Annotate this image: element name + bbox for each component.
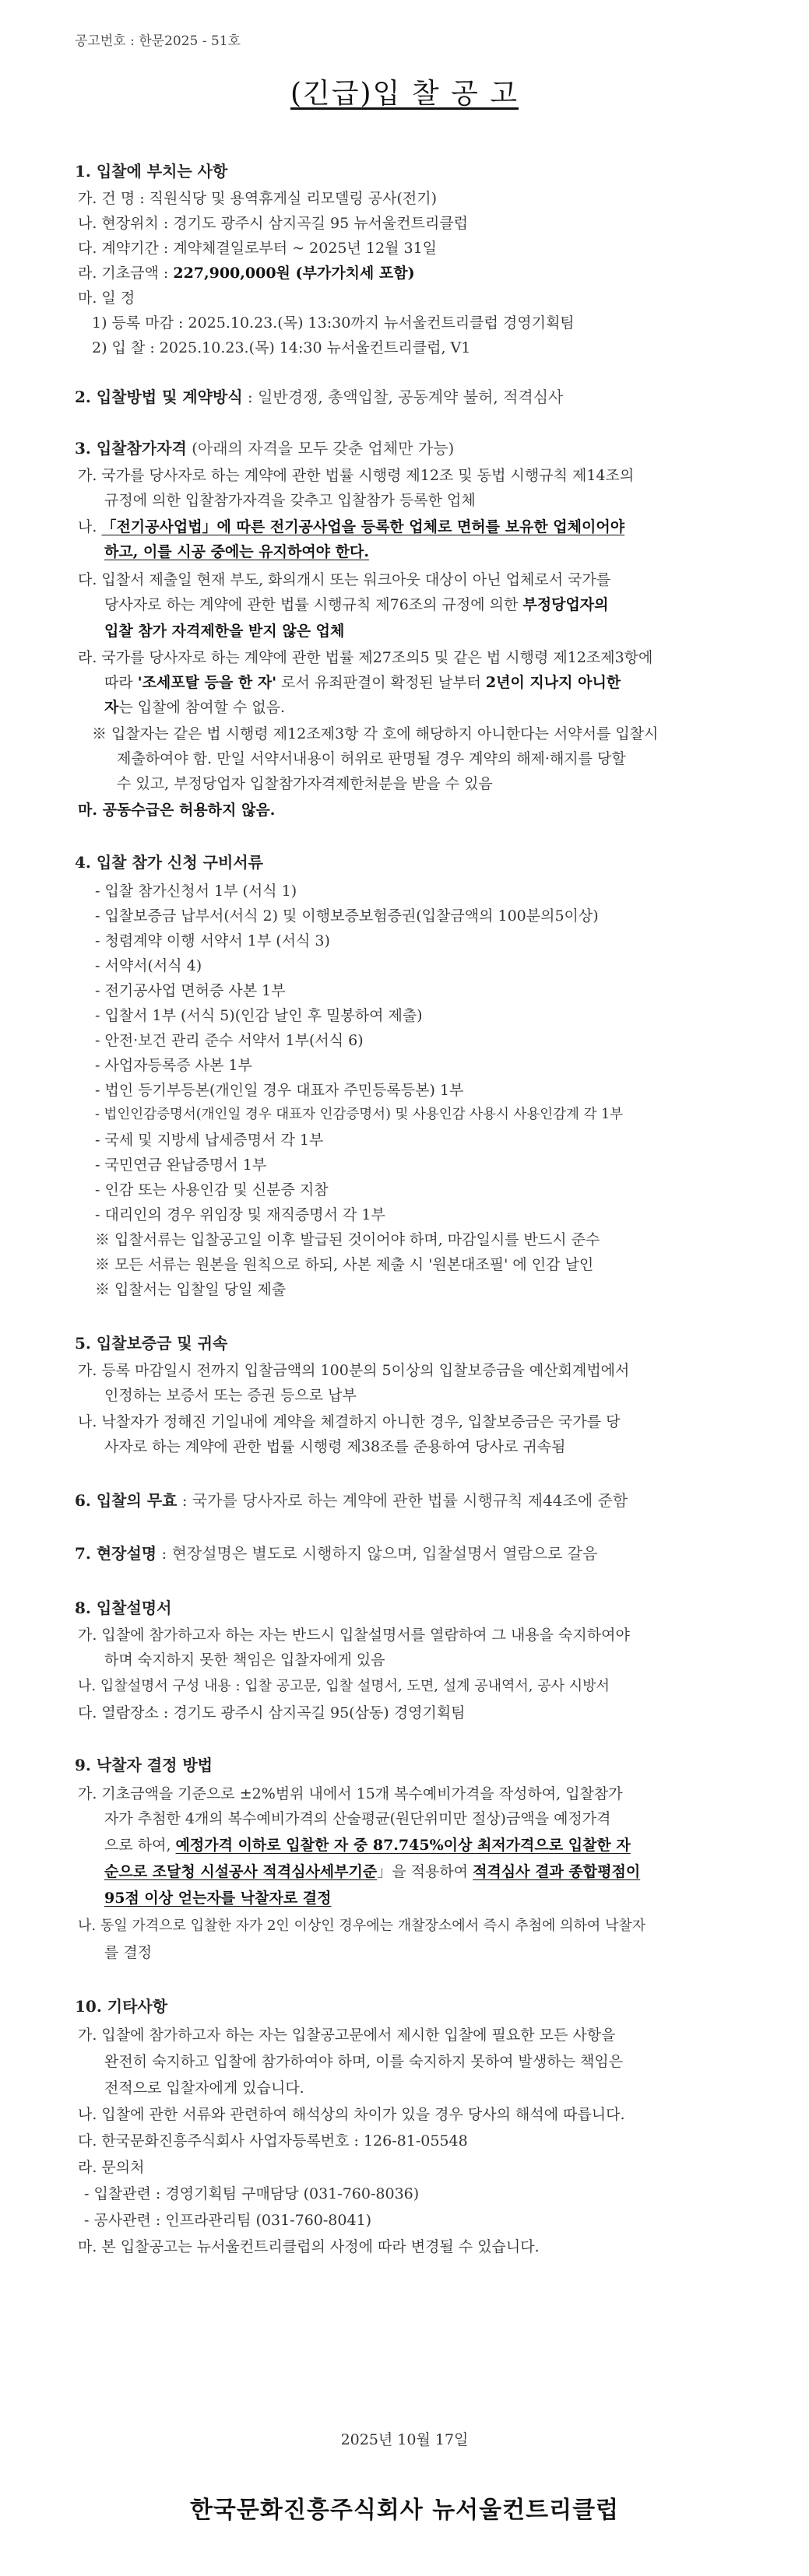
s3-ra-2 (104, 671, 621, 692)
s3-da-text: 당사자로 하는 계약에 관한 법률 시행규칙 제76조의 규정에 의한 (104, 596, 523, 613)
s10-ga-1: 가. 입찰에 참가하고자 하는 자는 입찰공고문에서 제시한 입찰에 필요한 모든 사항을 (78, 2027, 616, 2044)
section-4-heading (75, 850, 263, 872)
s3-ra-1: 라. 국가를 당사자로 하는 계약에 관한 법률 제27조의5 및 같은 법 시행령 제12조제3항에 (78, 649, 653, 666)
s10-contact-2: - 공사관련 : 인프라관리팀 (031-760-8041) (84, 2212, 372, 2229)
section-8-heading (75, 1595, 171, 1618)
s8-ga-1: 가. 입찰에 참가하고자 하는 자는 반드시 입찰설명서를 열람하여 그 내용을 숙지하여야 (78, 1627, 630, 1644)
s9-ga-4-text: 」을 적용하여 (377, 1863, 473, 1880)
section-1-heading (75, 159, 227, 181)
s4-item: - 안전·보건 관리 준수 서약서 1부(서식 6) (95, 1032, 364, 1049)
s8-ga-2: 하며 숙지하지 못한 책임은 입찰자에게 있음 (104, 1651, 385, 1669)
s9-ga-4 (104, 1860, 640, 1881)
s10-ga-3: 전적으로 입찰자에게 있습니다. (104, 2079, 304, 2097)
section-6-heading (75, 1488, 628, 1511)
s3-da-emphasis-2: 입찰 참가 자격제한을 받지 않은 업체 (104, 623, 345, 640)
s4-item: - 입찰 참가신청서 1부 (서식 1) (95, 883, 297, 900)
s3-note-3: 수 있고, 부정당업자 입찰참가자격제한처분을 받을 수 있음 (117, 775, 493, 792)
s5-ga-2: 인정하는 보증서 또는 증권 등으로 납부 (104, 1387, 357, 1404)
section-9-heading (75, 1753, 213, 1775)
section-2-heading (75, 384, 563, 407)
s9-ga-2: 자가 추첨한 4개의 복수예비가격의 산술평균(원단위미만 절상)금액을 예정가격 (104, 1810, 611, 1827)
notice-number: 공고번호 : 한문2025 - 51호 (75, 33, 241, 49)
section-3-heading (75, 436, 454, 458)
s9-ga-4-emphasis: 순으로 조달청 시설공사 적격심사세부기준 (104, 1863, 378, 1880)
notice-date: 2025년 10월 17일 (340, 2431, 469, 2448)
s1-item-na: 나. 현장위치 : 경기도 광주시 삼지곡길 95 뉴서울컨트리클럽 (78, 215, 469, 232)
section-4-title: 4. 입찰 참가 신청 구비서류 (75, 853, 263, 872)
s1-item-ra (78, 261, 415, 283)
s9-ga-1: 가. 기초금액을 기준으로 ±2%범위 내에서 15개 복수예비가격을 작성하여, 입찰참가 (78, 1785, 623, 1802)
s3-ma (78, 798, 275, 819)
s4-item: - 대리인의 경우 위임장 및 재직증명서 각 1부 (95, 1206, 385, 1223)
s3-na-emphasis-2: 하고, 이를 시공 중에는 유지하여야 한다. (104, 543, 369, 560)
s5-na-2: 사자로 하는 계약에 관한 법률 시행령 제38조를 준용하여 당사로 귀속됨 (104, 1438, 566, 1455)
s4-item: - 사업자등록증 사본 1부 (95, 1057, 252, 1074)
s8-da: 다. 열람장소 : 경기도 광주시 삼지곡길 95(삼동) 경영기획팀 (78, 1704, 466, 1721)
s4-item: - 서약서(서식 4) (95, 957, 202, 974)
s3-na-marker: 나. (78, 518, 102, 535)
s9-ga-3-emphasis: 예정가격 이하로 입찰한 자 중 87.745%이상 최저가격으로 입찰한 자 (175, 1837, 631, 1854)
issuer-name: 한국문화진흥주식회사 뉴서울컨트리클럽 (189, 2497, 620, 2524)
s3-da-3 (104, 619, 344, 640)
s3-ra-emphasis-e: 자 (104, 699, 119, 716)
s9-na-1: 나. 동일 가격으로 입찰한 자가 2인 이상인 경우에는 개찰장소에서 즉시 추첨에 의하여 낙찰자 (78, 1918, 646, 1934)
s1-item-ga: 가. 건 명 : 직원식당 및 용역휴게실 리모델링 공사(전기) (78, 190, 438, 207)
s4-item: - 청렴계약 이행 서약서 1부 (서식 3) (95, 932, 330, 949)
s9-ga-3-text: 으로 하여, (104, 1837, 176, 1854)
s4-item: - 법인인감증명서(개인일 경우 대표자 인감증명서) 및 사용인감 사용시 사용인감계 각 1부 (95, 1107, 624, 1122)
s4-note: ※ 모든 서류는 원본을 원칙으로 하되, 사본 제출 시 '원본대조필' 에 인감 날인 (95, 1256, 594, 1273)
section-8-title: 8. 입찰설명서 (75, 1599, 172, 1617)
s3-note-2: 제출하여야 함. 만일 서약서내용이 허위로 판명될 경우 계약의 해제·해지를 당할 (117, 750, 626, 767)
section-7-title: 7. 현장설명 (75, 1544, 157, 1563)
s4-note: ※ 입찰서는 입찰일 당일 제출 (95, 1281, 287, 1298)
s3-da-emphasis: 부정당업자의 (522, 596, 609, 613)
s4-item: - 국민연금 완납증명서 1부 (95, 1156, 267, 1174)
section-10-heading (75, 1994, 167, 2016)
s3-note-1: ※ 입찰자는 같은 법 시행령 제12조제3항 각 호에 해당하지 아니한다는 서약서를 입찰시 (92, 725, 659, 742)
base-price-value: 227,900,000원 (부가가치세 포함) (173, 265, 415, 282)
s1-schedule-1: 1) 등록 마감 : 2025.10.23.(목) 13:30까지 뉴서울컨트리클럽 경영기획팀 (92, 314, 575, 332)
s5-ga-1: 가. 등록 마감일시 전까지 입찰금액의 100분의 5이상의 입찰보증금을 예산회계법에서 (78, 1362, 630, 1379)
page-title (0, 72, 809, 111)
s4-note: ※ 입찰서류는 입찰공고일 이후 발급된 것이어야 하며, 마감일시를 반드시 준수 (95, 1231, 600, 1248)
section-7-text: : 현장설명은 별도로 시행하지 않으며, 입찰설명서 열람으로 갈음 (157, 1544, 598, 1563)
s5-na-1: 나. 낙찰자가 정해진 기일내에 계약을 체결하지 아니한 경우, 입찰보증금은 국가를 당 (78, 1413, 621, 1430)
s10-contact-1: - 입찰관련 : 경영기획팀 구매담당 (031-760-8036) (84, 2185, 420, 2202)
section-2-text: : 일반경쟁, 총액입찰, 공동계약 불허, 적격심사 (242, 388, 564, 406)
section-9-title: 9. 낙찰자 결정 방법 (75, 1756, 213, 1774)
s3-ga-2: 규정에 의한 입찰참가자격을 갖추고 입찰참가 등록한 업체 (104, 492, 476, 509)
s4-item: - 인감 또는 사용인감 및 신분증 지참 (95, 1181, 329, 1199)
section-5-title: 5. 입찰보증금 및 귀속 (75, 1334, 228, 1353)
section-6-text: : 국가를 당사자로 하는 계약에 관한 법률 시행규칙 제44조에 준함 (177, 1491, 628, 1510)
s9-ga-3 (104, 1834, 631, 1855)
s4-item: - 국세 및 지방세 납세증명서 각 1부 (95, 1132, 324, 1149)
base-price-label: 라. 기초금액 : (78, 265, 174, 282)
title-text: (긴급)입 찰 공 고 (290, 78, 519, 110)
s10-ga-2: 완전히 숙지하고 입찰에 참가하여야 하며, 이를 숙지하지 못하여 발생하는 책임은 (104, 2053, 624, 2070)
s9-ga-5 (104, 1886, 332, 1907)
section-3-note: (아래의 자격을 모두 갖춘 업체만 가능) (186, 439, 455, 458)
section-2-title: 2. 입찰방법 및 계약방식 (75, 388, 243, 406)
s3-ra-text-e: 는 입찰에 참여할 수 없음. (118, 699, 286, 716)
s1-item-da: 다. 계약기간 : 계약체결일로부터 ~ 2025년 12월 31일 (78, 240, 438, 257)
section-10-title: 10. 기타사항 (75, 1997, 168, 2016)
s9-na-2: 를 결정 (104, 1944, 153, 1961)
s10-na: 나. 입찰에 관한 서류와 관련하여 해석상의 차이가 있을 경우 당사의 해석에 따릅니다. (78, 2106, 625, 2123)
s3-da-2 (104, 593, 609, 614)
s3-na-2 (104, 540, 369, 561)
s4-item: - 전기공사업 면허증 사본 1부 (95, 982, 286, 999)
s3-ra-text-a: 따라 (104, 674, 138, 691)
s10-ra: 라. 문의처 (78, 2159, 145, 2176)
s9-ga-4-emphasis-2: 적격심사 결과 종합평점이 (473, 1863, 641, 1880)
s4-item: - 입찰보증금 납부서(서식 2) 및 이행보증보험증권(입찰금액의 100분의5이상) (95, 907, 599, 925)
s3-ga-1: 가. 국가를 당사자로 하는 계약에 관한 법률 시행령 제12조 및 동법 시행규칙 제14조의 (78, 467, 635, 484)
s10-ma: 마. 본 입찰공고는 뉴서울컨트리클럽의 사정에 따라 변경될 수 있습니다. (78, 2238, 540, 2255)
section-7-heading (75, 1541, 597, 1563)
s3-ra-3 (104, 696, 285, 717)
s3-na-emphasis: 「전기공사업법」에 따른 전기공사업을 등록한 업체로 면허를 보유한 업체이어야 (101, 518, 625, 535)
s3-da-1: 다. 입찰서 제출일 현재 부도, 화의개시 또는 워크아웃 대상이 아닌 업체로서 국가를 (78, 571, 611, 588)
s3-ra-emphasis-a: '조세포탈 등을 한 자' (137, 674, 277, 691)
section-1-title: 1. 입찰에 부치는 사항 (75, 162, 228, 181)
s3-ra-text-c: 로서 유죄판결이 확정된 날부터 (276, 674, 486, 691)
s10-da: 다. 한국문화진흥주식회사 사업자등록번호 : 126-81-05548 (78, 2132, 468, 2150)
s3-ma-text: 마. 공동수급은 허용하지 않음. (78, 802, 276, 819)
section-5-heading (75, 1331, 227, 1353)
s3-na-1 (78, 515, 624, 536)
s9-ga-5-emphasis: 95점 이상 얻는자를 낙찰자로 결정 (104, 1890, 332, 1907)
s3-ra-emphasis-d: 2년이 지나지 아니한 (485, 674, 621, 691)
s4-item: - 법인 등기부등본(개인일 경우 대표자 주민등록등본) 1부 (95, 1082, 464, 1099)
s4-item: - 입찰서 1부 (서식 5)(인감 날인 후 밀봉하여 제출) (95, 1007, 423, 1024)
section-3-title: 3. 입찰참가자격 (75, 439, 187, 458)
s8-na: 나. 입찰설명서 구성 내용 : 입찰 공고문, 입찰 설명서, 도면, 설계 공내역서, 공사 시방서 (78, 1678, 610, 1694)
s1-schedule-2: 2) 입 찰 : 2025.10.23.(목) 14:30 뉴서울컨트리클럽, V1 (92, 339, 471, 356)
s1-item-ma: 마. 일 정 (78, 290, 135, 307)
section-6-title: 6. 입찰의 무효 (75, 1491, 178, 1510)
